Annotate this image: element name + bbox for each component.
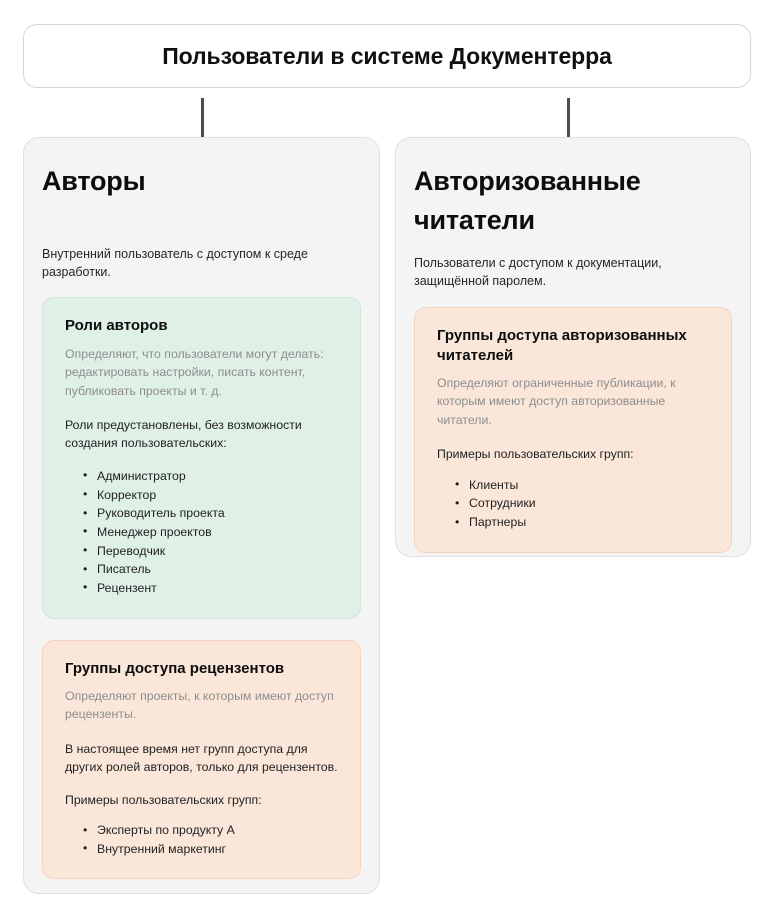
list-reader-groups [437,476,709,532]
list-author-roles [65,467,338,598]
list-item: • Менеджер проектов [83,523,338,542]
branch-title-authorized-readers: Авторизованные читатели [414,166,641,236]
list-item: • Рецензент [83,579,338,598]
list-item: • Сотрудники [455,494,709,513]
branch-panel-authorized-readers [395,137,751,557]
card-reader-access-groups [414,307,732,553]
card-author-roles [42,297,361,618]
list-item: • Администратор [83,467,338,486]
card-muted-text-reader-access-groups: Определяют ограниченные публикации, к которым имеют доступ авторизованные читатели. [437,376,676,427]
branch-title-authors: Авторы [42,166,146,196]
list-item: • Переводчик [83,542,338,561]
connector-line-authors [201,98,204,138]
list-item: • Эксперты по продукту A [83,821,338,840]
card-lead-reader-access-groups: Примеры пользовательских групп: [437,447,634,462]
diagram-title-box [23,24,751,88]
card-muted-text-reviewer-access-groups: Определяют проекты, к которым имеют доступ рецензенты. [65,688,334,722]
card-reviewer-access-groups [42,640,361,880]
card-title-reviewer-access-groups: Группы доступа рецензентов [65,659,285,677]
card-title-author-roles: Роли авторов [65,317,168,335]
card-muted-text-author-roles: Определяют, что пользователи могут делать: редактировать настройки, писать контент, публиковать проекты и т. д. [65,346,324,398]
list-item: • Клиенты [455,476,709,495]
list-item: • Руководитель проекта [83,504,338,523]
page-title: Пользователи в системе Документерра [162,42,612,69]
list-item: • Внутренний маркетинг [83,840,338,859]
branch-description-authorized-readers: Пользователи с доступом к документации, защищённой паролем. [414,256,662,289]
branch-panel-authors [23,137,380,894]
connector-line-readers [567,98,570,138]
branch-description-authors: Внутренний пользователь с доступом к среде разработки. [42,247,308,280]
card-note-author-roles: Роли предустановлены, без возможности создания пользовательских: [65,417,302,451]
list-item: • Корректор [83,486,338,505]
list-item: • Партнеры [455,513,709,532]
card-lead-reviewer-access-groups: Примеры пользовательских групп: [65,792,262,807]
list-reviewer-groups [65,821,338,858]
card-title-reader-access-groups: Группы доступа авторизованных читателей [437,326,687,364]
list-item: • Писатель [83,560,338,579]
card-note-reviewer-access-groups: В настоящее время нет групп доступа для других ролей авторов, только для рецензентов. [65,741,338,775]
